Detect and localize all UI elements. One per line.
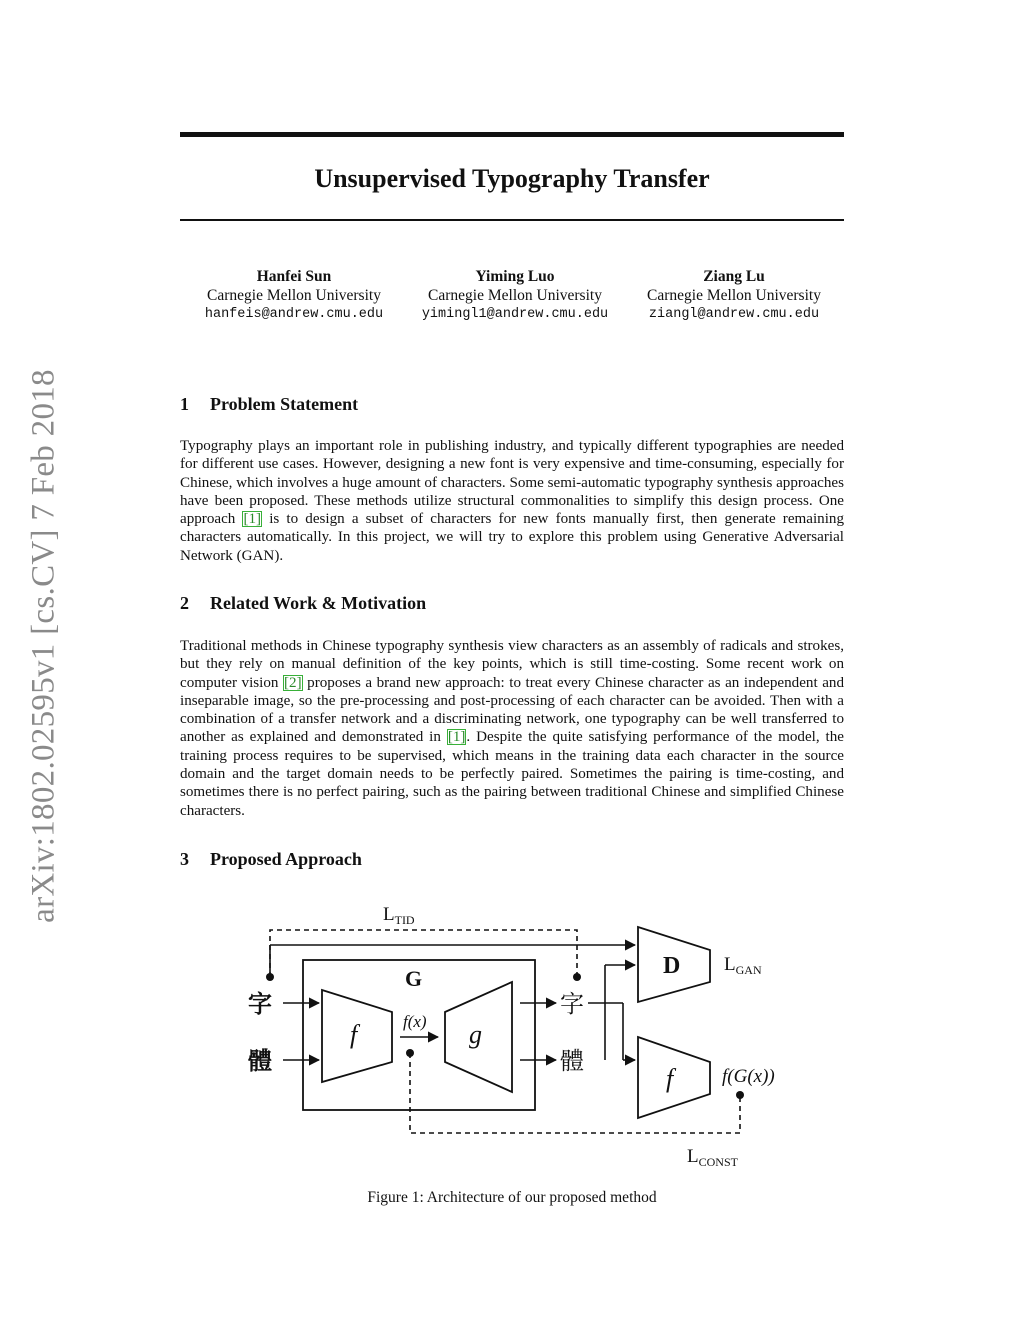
author-affiliation: Carnegie Mellon University: [647, 287, 821, 304]
section-heading-related-work: [180, 592, 844, 614]
output-tap-dot: [573, 973, 581, 981]
section-heading-problem-statement: [180, 393, 844, 415]
paragraph-text: Traditional methods in Chinese typography synthesis view characters as an assembly of radicals and strokes, but they rely on manual definition of the key points, which is still time-costing. Some recent work on computer vision: [180, 638, 844, 691]
paragraph-text: is to design a subset of characters for new fonts manually first, then generate remaining characters automatically. In this project, we will try to explore this problem using Generative Adversarial Network (GAN).: [180, 511, 844, 564]
output-char-ti: 體: [560, 1047, 584, 1075]
author-name: Ziang Lu: [703, 268, 765, 285]
author-hanfei-sun: [196, 267, 392, 324]
generator-label: G: [405, 966, 423, 991]
author-name: Hanfei Sun: [256, 268, 332, 285]
author-ziang-lu: [636, 267, 832, 324]
author-yiming-luo: [413, 267, 617, 324]
author-email: yimingl1@andrew.cmu.edu: [421, 307, 609, 322]
section-heading-proposed-approach: [180, 848, 844, 870]
lgan-label: $L_{GAN}$: [724, 954, 762, 977]
discriminator-label: D: [663, 953, 681, 979]
section-number: 1: [180, 394, 189, 414]
fx-label: f(x): [403, 1012, 427, 1031]
encoder-f-label: f: [350, 1020, 358, 1049]
author-block: [180, 267, 844, 327]
arxiv-stamp: arXiv:1802.02595v1 [cs.CV] 7 Feb 2018: [25, 369, 62, 923]
citation-link[interactable]: [2]: [284, 674, 302, 691]
ltid-dashed-connector: [270, 930, 577, 977]
citation-link[interactable]: [1]: [243, 511, 262, 528]
decoder-g-label: g: [469, 1020, 482, 1049]
author-email: ziangl@andrew.cmu.edu: [648, 307, 820, 322]
input-char-zi: 字: [248, 990, 272, 1018]
output-char-zi: 字: [560, 990, 584, 1018]
architecture-diagram: [240, 900, 800, 1180]
problem-statement-paragraph: [180, 437, 844, 565]
paragraph-text: proposes a brand new approach: to treat every Chinese character as an independent and inseparable image, so the pre-processing and post-processing of each character can be avoided. Then with a combination of a transfer network and a discriminating network, one typography can be well transferred to another as explained and demonstrated in: [180, 674, 844, 746]
fgx-label: f(G(x)): [722, 1066, 775, 1087]
section-title: Proposed Approach: [210, 849, 362, 869]
input-tap-dot: [266, 973, 274, 981]
author-affiliation: Carnegie Mellon University: [207, 287, 381, 304]
paragraph-text: Typography plays an important role in publishing industry, and typically different typographies are needed for different use cases. However, designing a new font is very expensive and time-consuming, especially for Chinese, which involves a huge amount of characters. Some semi-automatic typography synthesis approaches have been proposed. These methods utilize structural commonalities to simplify this design process. One approach: [180, 438, 844, 528]
author-email: hanfeis@andrew.cmu.edu: [204, 307, 384, 322]
encoder-copy-block: [638, 1037, 710, 1118]
lconst-label: $L_{CONST}$: [687, 1146, 738, 1169]
author-name: Yiming Luo: [475, 268, 555, 285]
author-affiliation: Carnegie Mellon University: [428, 287, 602, 304]
title-rule-top: [180, 132, 844, 137]
ltid-label: $L_{TID}$: [383, 904, 415, 927]
section-number: 2: [180, 593, 189, 613]
section-title: Related Work & Motivation: [210, 593, 427, 613]
citation-link[interactable]: [1]: [447, 729, 466, 746]
input-char-ti: 體: [248, 1047, 272, 1075]
figure-caption: Figure 1: Architecture of our proposed method: [367, 1189, 657, 1206]
paper-title: Unsupervised Typography Transfer: [314, 164, 710, 193]
section-title: Problem Statement: [210, 394, 359, 414]
section-number: 3: [180, 849, 189, 869]
paragraph-text: . Despite the quite satisfying performance of the model, the training process requires to be supervised, which means in the training data each character in the source domain and the target domain needs to be perfectly paired. Sometimes the pairing is time-costing, and sometimes there is no perfect pairing, such as the pairing between traditional Chinese and simplified Chinese characters.: [180, 729, 844, 819]
related-work-paragraph: [180, 637, 844, 820]
title-rule-bottom: [180, 219, 844, 221]
encoder-copy-label: f: [666, 1064, 674, 1093]
architecture-figure: [240, 900, 800, 1180]
